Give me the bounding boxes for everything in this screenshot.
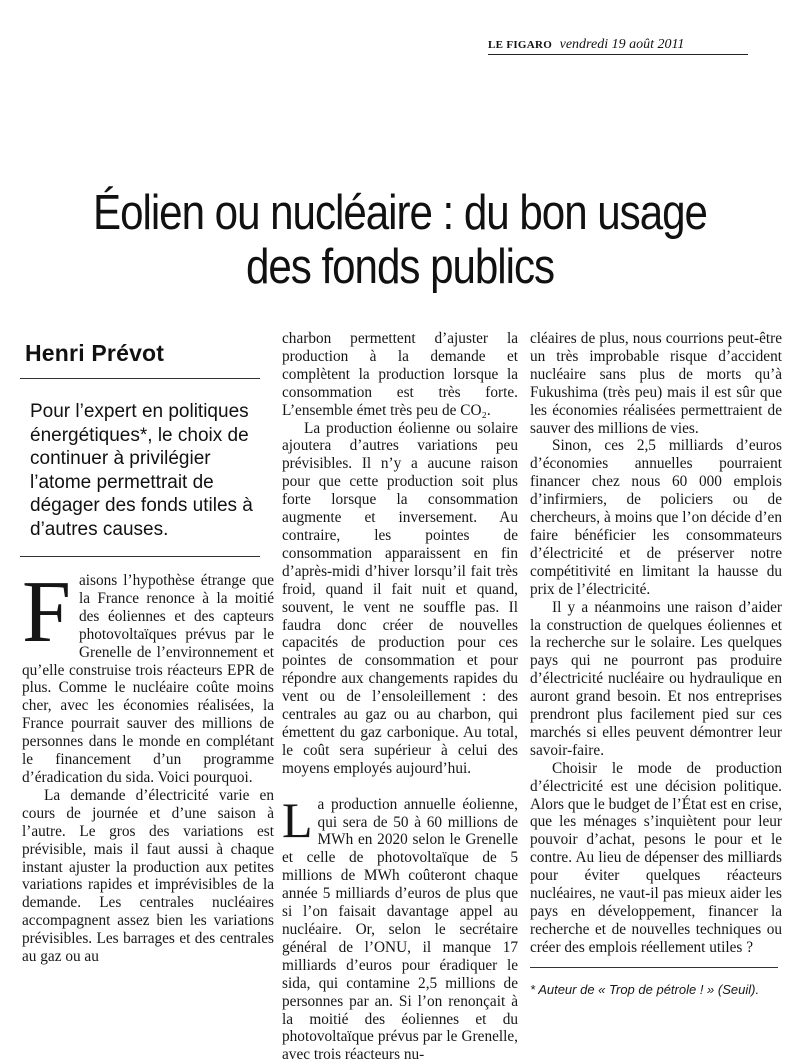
footnote-divider — [530, 967, 778, 968]
article-paragraph: La demande d’électricité varie en cours de journée et d’une saison à l’autre. Le gros des variations est prévisible, mais il faut aussi à chaque instant ajuster la production aux petites variations rapides et imprévisibles de la demande. Les centrales nucléaires accompagnent assez bien les variations prévisibles. Les barrages et des centrales au gaz ou au — [22, 786, 274, 966]
article-paragraph — [22, 564, 274, 787]
article-column-1 — [22, 564, 274, 966]
article-standfirst: Pour l’expert en politiques énergétiques*, le choix de continuer à privilégier l’atome permettrait de dégager des fonds utiles à d’autres causes. — [30, 401, 253, 540]
article-column-3 — [530, 330, 782, 998]
drop-cap: F — [22, 564, 71, 661]
article-paragraph — [282, 791, 518, 1064]
article-paragraph: Sinon, ces 2,5 milliards d’euros d’économies annuelles pourraient financer chez nous 60 000 emplois d’infirmiers, de policiers ou de chercheurs, à moins que l’on décide d’en faire bénéficier les consommateurs d’électricité et de préserver notre compétitivité en limitant la hausse du prix de l’électricité. — [530, 437, 782, 598]
article-paragraph: Choisir le mode de production d’électricité est une décision politique. Alors que le budget de l’État est en crise, que les ménages s’inquiètent pour leur pouvoir d’achat, pesons le pour et le contre. Au lieu de dépenser des milliards pour éviter quelques réacteurs nucléaires, ne vaut-il pas mieux aider les pays en développement, financer la recherche et de nouvelles techniques ou créer des emplois réellement utiles ? — [530, 759, 782, 956]
paragraph-text: aisons l’hypothèse étrange que la France renonce à la moitié des éoliennes et des capteurs photovoltaïques prévus par le Grenelle de l’environnement et qu’elle construise trois réacteurs EPR de plus. Comme le nucléaire coûte moins cher, avec les économies réalisées, la France pourrait sauver des millions de personnes dans le monde en complétant le financement d’un programme d’éradication du sida. Voici pourquoi. — [22, 572, 274, 786]
drop-cap: L — [282, 791, 313, 848]
newspaper-brand: LE FIGARO — [488, 39, 553, 51]
paragraph-text: a production annuelle éolienne, qui sera de 50 à 60 millions de MWh en 2020 selon le Grenelle et celle de photovoltaïque de 5 millions de MWh coûteront chaque année 5 milliards d’euros de plus que si l’on faisait davantage appel au nucléaire. Or, selon le secrétaire général de l’ONU, il manque 17 milliards d’euros pour éradiquer le sida, qui contamine 2,5 millions de personnes par an. Si l’on renonçait à la moitié des éoliennes et du photovoltaïque prévus par le Grenelle, avec trois réacteurs nu- — [282, 795, 518, 1064]
article-paragraph: Il y a néanmoins une raison d’aider la construction de quelques éoliennes et la recherche sur le solaire. Les quelques pays qui ne pourront pas produire d’électricité nucléaire ou hydraulique en auront grand besoin. Et nos entreprises prendront plus facilement pied sur ces marchés si elles peuvent démontrer leur savoir-faire. — [530, 598, 782, 759]
article-paragraph: charbon permettent d’ajuster la production à la demande et complètent la production lorsque la consommation est très forte. L’ensemble émet très peu de CO₂. — [282, 330, 518, 419]
article-paragraph: cléaires de plus, nous courrions peut-être un très improbable risque d’accident nucléaire sans plus de morts qu’à Fukushima (très peu) mais il est sûr que les économies réalisées permettraient de sauver des millions de vies. — [530, 330, 782, 437]
article-paragraph: La production éolienne ou solaire ajoutera d’autres variations peu prévisibles. Il n’y a aucune raison pour que cette production soit plus forte lorsque la consommation augmente et inversement. Au contraire, les pointes de consommation apparaissent en fin d’après-midi d’hiver lorsqu’il fait très froid, quand il fait nuit et quand, souvent, le vent ne souffle pas. Il faudra donc créer de nouvelles capacités de production pour ces pointes de consommation et pour répondre aux changements rapides du vent ou de l’ensoleillement : des centrales au gaz ou au charbon, qui émettent du gaz carbonique. Au total, le coût sera supérieur à celui des moyens employés aujourd’hui. — [282, 419, 518, 777]
article-headline: Éolien ou nucléaire : du bon usage des fonds publics — [93, 186, 707, 294]
author-divider — [20, 378, 260, 379]
standfirst-divider — [20, 556, 260, 557]
page-header — [488, 38, 748, 55]
issue-date: vendredi 19 août 2011 — [559, 37, 685, 52]
author-footnote: * Auteur de « Trop de pétrole ! » (Seuil). — [530, 981, 760, 997]
section-break — [282, 778, 518, 796]
article-column-2 — [282, 330, 518, 1064]
article-author: Henri Prévot — [25, 340, 165, 366]
